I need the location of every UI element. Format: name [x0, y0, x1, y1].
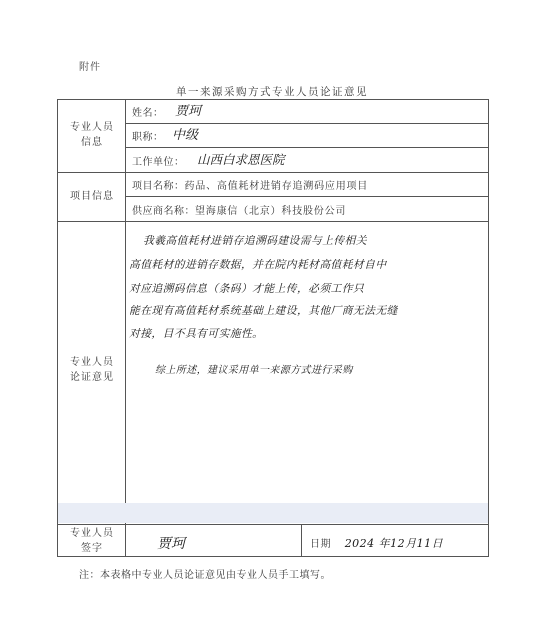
project-name-value: 药品、高值耗材进销存追溯码应用项目 [184, 181, 369, 192]
opinion-line: 对接，目不具有可实施性。 [129, 327, 264, 340]
footer-note: 注：本表格中专业人员论证意见由专业人员手工填写。 [79, 570, 331, 581]
name-label: 姓名： [132, 108, 164, 119]
opinion-line: 对应追溯码信息（条码）才能上传，必须工作只 [129, 282, 365, 295]
shaded-band [58, 503, 488, 523]
opinion-line: 高值耗材的进销存数据，并在院内耗材高值耗材自中 [129, 258, 387, 271]
project-name-label: 项目名称： [132, 181, 185, 192]
name-value: 贾珂 [175, 104, 202, 119]
signature-label: 专业人员 签字 [70, 528, 114, 554]
opinion-conclusion: 综上所述，建议采用单一来源方式进行采购 [155, 365, 353, 376]
date-field [310, 535, 443, 551]
opinion-form-table [57, 99, 489, 557]
expert-info-label: 专业人员 信息 [70, 122, 114, 148]
opinion-line: 能在现有高值耗材系统基础上建设，其他厂商无法无缝 [129, 304, 398, 317]
supplier-field [132, 202, 346, 217]
title-label: 职称： [132, 132, 164, 143]
unit-label: 工作单位： [132, 157, 185, 168]
title-field [132, 128, 164, 143]
project-name-field [132, 177, 368, 192]
name-field [132, 104, 164, 119]
signature-image: 贾珂 [157, 536, 185, 552]
title-value: 中级 [172, 128, 199, 143]
date-label: 日期 [310, 539, 331, 550]
supplier-label: 供应商名称： [132, 206, 195, 217]
opinion-label: 专业人员 论证意见 [70, 357, 114, 383]
document-title: 单一来源采购方式专业人员论证意见 [176, 86, 368, 98]
unit-field [132, 153, 185, 168]
date-value: 2024 年12月11日 [344, 537, 444, 550]
unit-value: 山西白求恩医院 [197, 152, 285, 167]
project-info-label: 项目信息 [70, 191, 114, 202]
supplier-value: 望海康信（北京）科技股份公司 [195, 206, 347, 217]
opinion-line: 我羲高值耗材进销存追溯码建设需与上传相关 [143, 234, 367, 247]
annex-label: 附件 [79, 62, 101, 73]
